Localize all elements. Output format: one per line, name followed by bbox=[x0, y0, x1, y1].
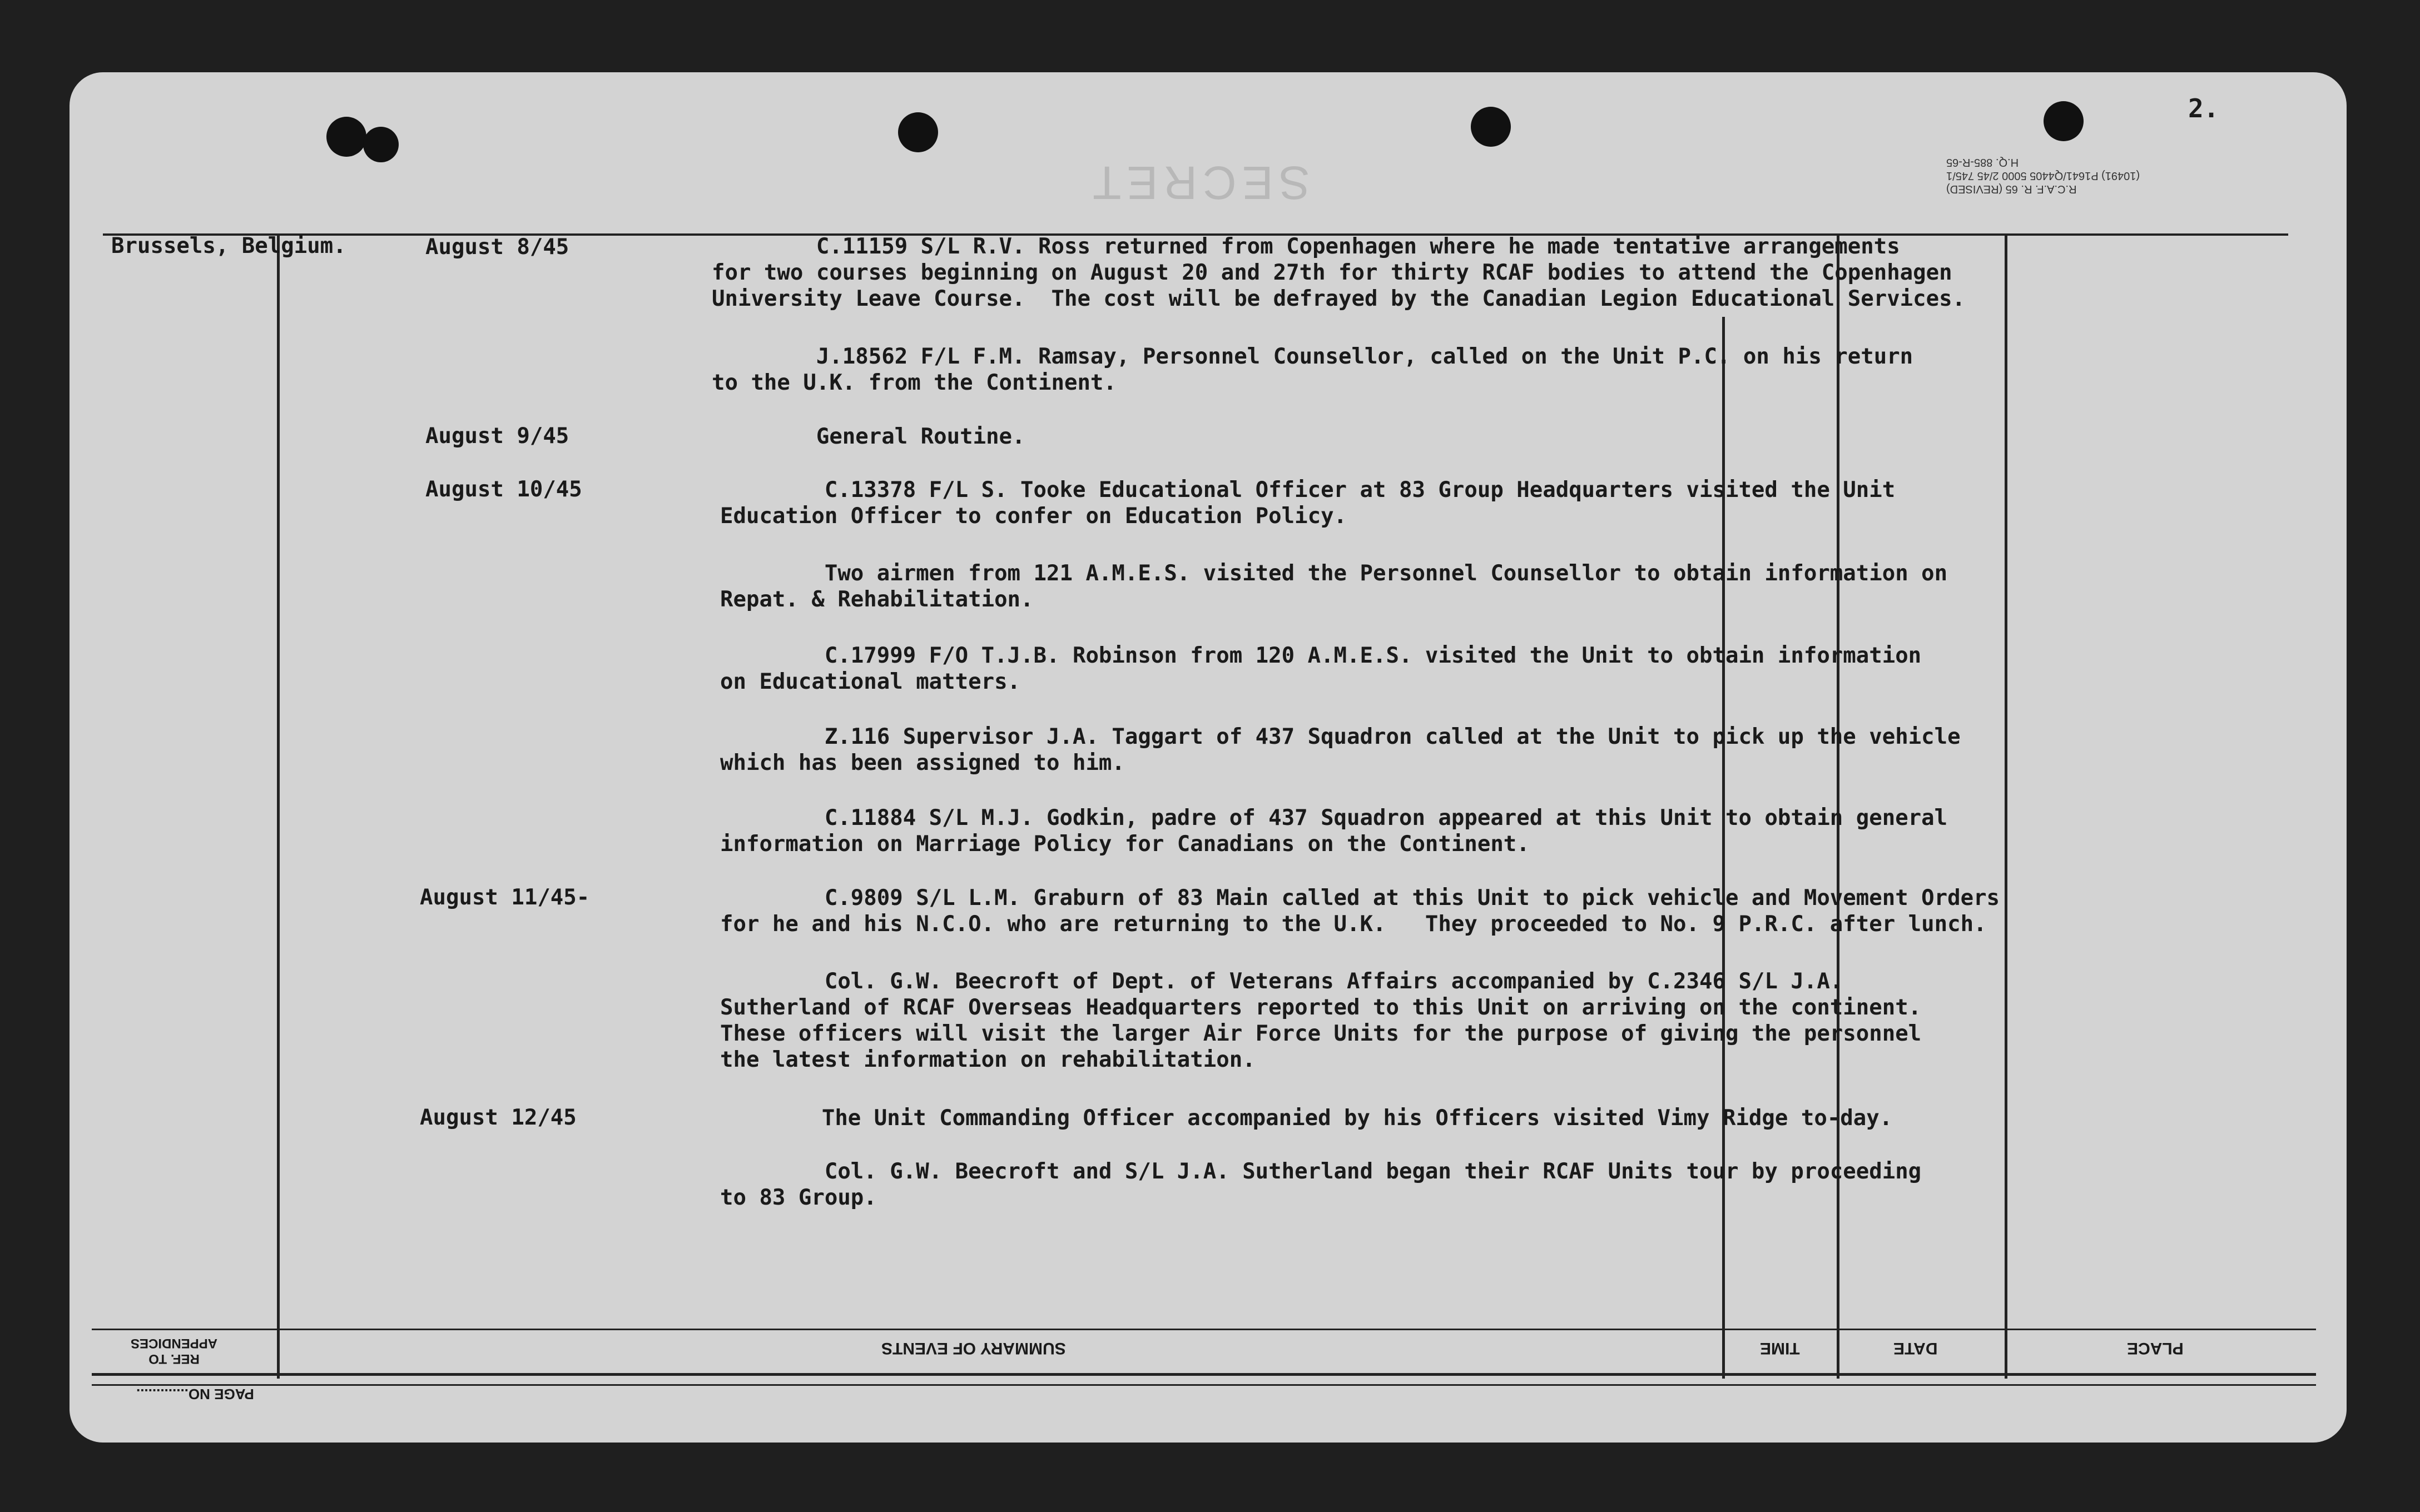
form-sheet bbox=[70, 72, 2347, 1443]
appendices-label: APPENDICES bbox=[131, 1336, 218, 1351]
event-entry: Col. G.W. Beecroft and S/L J.A. Sutherland began their RCAF Units tour by proceeding to 83 Group. bbox=[720, 1159, 1922, 1210]
punch-hole bbox=[1471, 107, 1511, 147]
event-entry: Two airmen from 121 A.M.E.S. visited the Personnel Counsellor to obtain information on Repat. & Rehabilitation. bbox=[720, 561, 1948, 612]
time-column-label: TIME bbox=[1760, 1339, 1800, 1357]
place-column-label: PLACE bbox=[2127, 1339, 2184, 1357]
page-number: 2. bbox=[2188, 93, 2219, 123]
event-entry: C.11884 S/L M.J. Godkin, padre of 437 Squadron appeared at this Unit to obtain general information on Marriage Policy for Canadians on the Continent. bbox=[720, 805, 1948, 857]
appendix-column-rule bbox=[277, 233, 280, 1379]
event-entry: Z.116 Supervisor J.A. Taggart of 437 Squadron called at the Unit to pick up the vehicle which has been assigned to him. bbox=[720, 724, 1961, 775]
event-entry: J.18562 F/L F.M. Ramsay, Personnel Counsellor, called on the Unit P.C. on his return to the U.K. from the Continent. bbox=[712, 344, 1913, 395]
footer-base-rule bbox=[92, 1384, 2316, 1386]
footer-bottom-rule bbox=[92, 1373, 2316, 1376]
punch-hole bbox=[2044, 101, 2084, 141]
form-code-line: (10491) P1641/Q4405 5000 2/45 745/1 bbox=[1946, 170, 2140, 182]
punch-hole bbox=[326, 117, 366, 157]
form-code-block bbox=[1946, 156, 2258, 196]
entry-date: August 10/45 bbox=[425, 477, 582, 502]
summary-column-label: SUMMARY OF EVENTS bbox=[881, 1339, 1066, 1357]
event-entry: C.13378 F/L S. Tooke Educational Officer at 83 Group Headquarters visited the Unit Education Officer to confer on Education Policy. bbox=[720, 478, 1896, 529]
entry-date: August 8/45 bbox=[425, 235, 569, 260]
entry-date: August 11/45- bbox=[420, 885, 590, 910]
event-entry: C.17999 F/O T.J.B. Robinson from 120 A.M.E.S. visited the Unit to obtain information on Educational matters. bbox=[720, 643, 1922, 694]
page-no-label: PAGE NO............. bbox=[136, 1386, 254, 1402]
event-entry: C.11159 S/L R.V. Ross returned from Copenhagen where he made tentative arrangements for two courses beginning on August 20 and 27th for thirty RCAF bodies to attend the Copenhagen University Leave Course. The cost will be defrayed by the Canadian Legion Educational Services. bbox=[712, 234, 1966, 311]
appendices-column-label bbox=[131, 1335, 217, 1366]
date-column-label: DATE bbox=[1893, 1339, 1938, 1357]
event-entry: The Unit Commanding Officer accompanied by his Officers visited Vimy Ridge to-day. bbox=[717, 1106, 1893, 1131]
punch-hole bbox=[898, 112, 938, 152]
date-place-rule bbox=[2005, 233, 2007, 1379]
form-code-line: R.C.A.F. R. 65 (REVISED) bbox=[1946, 183, 2077, 195]
ref-label: REF. TO bbox=[148, 1351, 200, 1366]
classification-stamp: SECRET bbox=[1087, 157, 1310, 209]
event-entry: C.9809 S/L L.M. Graburn of 83 Main called at this Unit to pick vehicle and Movement Orders for he and his N.C.O. who are returning to the U.K. They proceeded to No. 9 P.R.C. after lunch. bbox=[720, 886, 2000, 937]
event-entry: Col. G.W. Beecroft of Dept. of Veterans Affairs accompanied by C.2346 S/L J.A. Sutherland of RCAF Overseas Headquarters reported to this Unit on arriving on the continent. These officers will visit the larger Air Force Units for the purpose of giving the personnel the latest information on rehabilitation. bbox=[720, 969, 1922, 1072]
entry-date: August 9/45 bbox=[425, 424, 569, 449]
place-text: Brussels, Belgium. bbox=[111, 233, 346, 258]
event-entry: General Routine. bbox=[712, 424, 1025, 449]
form-code-line: H.Q. 885-R-65 bbox=[1946, 156, 2019, 168]
entry-date: August 12/45 bbox=[420, 1105, 577, 1130]
footer-top-rule bbox=[92, 1329, 2316, 1330]
punch-hole bbox=[363, 127, 399, 162]
